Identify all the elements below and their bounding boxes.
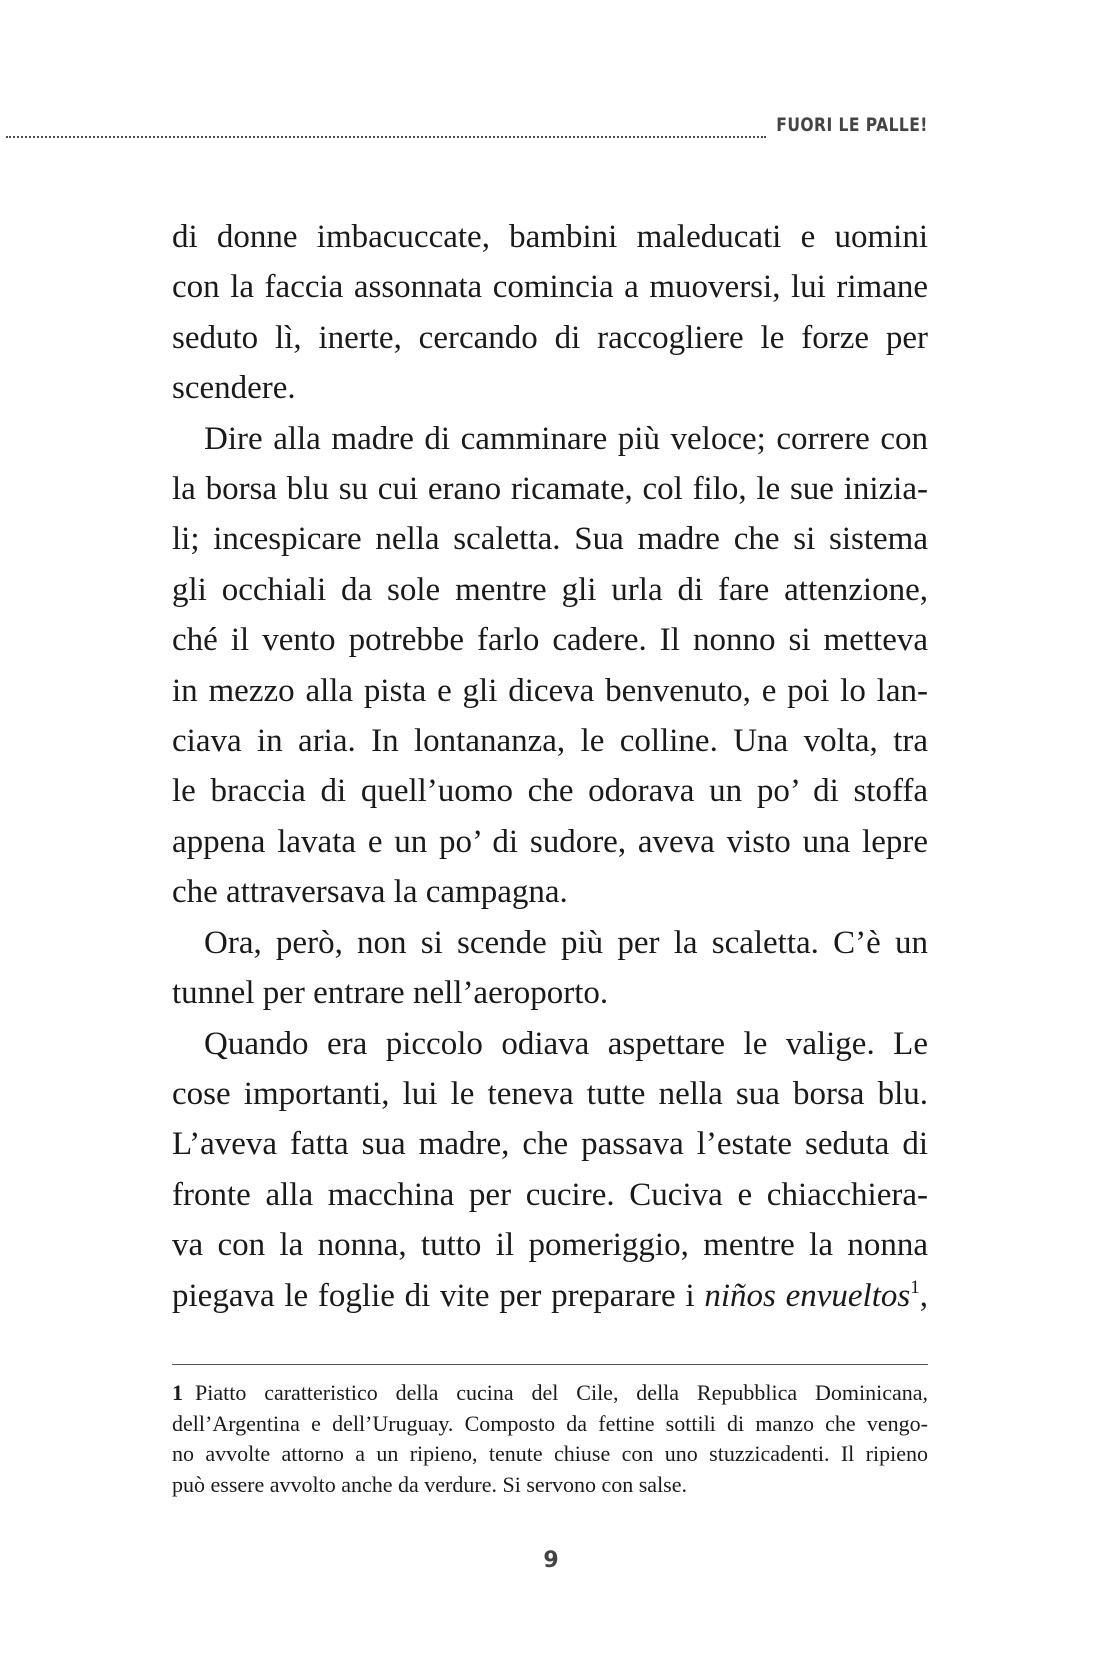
- footnote: [172, 1378, 928, 1500]
- text-line: li; incespicare nella scaletta. Sua madre che si sistema: [172, 521, 928, 558]
- running-header-title: FUORI LE PALLE!: [776, 114, 928, 136]
- text-line: tunnel per entrare nell’aeroporto.: [172, 975, 609, 1012]
- text-line: fronte alla macchina per cucire. Cuciva e chiacchiera-: [172, 1176, 928, 1213]
- paragraph-1: [172, 212, 928, 414]
- body-text: [172, 212, 928, 1321]
- paragraph-2: [172, 414, 928, 918]
- text-line: Quando era piccolo odiava aspettare le valige. Le: [204, 1025, 928, 1062]
- text-line: seduto lì, inerte, cercando di raccogliere le forze per: [172, 319, 928, 356]
- text-line: appena lavata e un po’ di sudore, aveva visto una lepre: [172, 823, 928, 860]
- footnote-reference[interactable]: 1: [910, 1276, 920, 1298]
- text-line: ché il vento potrebbe farlo cadere. Il nonno si metteva: [172, 622, 928, 659]
- footnote-number: 1: [172, 1380, 183, 1405]
- final-line-punctuation: ,: [919, 1277, 928, 1314]
- italic-term: niños envueltos: [704, 1277, 911, 1314]
- paragraph-3: [172, 918, 928, 1019]
- text-line: scendere.: [172, 370, 296, 407]
- text-line: va con la nonna, tutto il pomeriggio, mentre la nonna: [172, 1227, 928, 1264]
- text-line: in mezzo alla pista e gli diceva benvenuto, e poi lo lan-: [172, 672, 928, 709]
- paragraph-4: [172, 1019, 928, 1321]
- footnote-separator: [172, 1364, 928, 1365]
- text-line: Dire alla madre di camminare più veloce; correre con: [204, 420, 928, 457]
- text-line: gli occhiali da sole mentre gli urla di fare attenzione,: [172, 571, 928, 608]
- text-line: L’aveva fatta sua madre, che passava l’estate seduta di: [172, 1126, 928, 1163]
- footnote-line: [172, 1378, 928, 1409]
- footnote-line: può essere avvolto anche da verdure. Si servono con salse.: [172, 1471, 688, 1497]
- final-line-text: piegava le foglie di vite per preparare i: [172, 1277, 705, 1314]
- text-line: con la faccia assonnata comincia a muoversi, lui rimane: [172, 269, 928, 306]
- text-line: Ora, però, non si scende più per la scaletta. C’è un: [204, 924, 928, 961]
- text-line: cose importanti, lui le teneva tutte nella sua borsa blu.: [172, 1075, 928, 1112]
- running-header: [0, 114, 1102, 144]
- page-number: 9: [543, 1548, 559, 1573]
- footnote-line: dell’Argentina e dell’Uruguay. Composto da fettine sottili di manzo che vengo-: [172, 1410, 928, 1436]
- footnote-text: Piatto caratteristico della cucina del Cile, della Repubblica Dominicana,: [195, 1380, 928, 1405]
- text-line-final: [172, 1271, 928, 1321]
- text-line: le braccia di quell’uomo che odorava un po’ di stoffa: [172, 773, 928, 810]
- footnote-line: no avvolte attorno a un ripieno, tenute chiuse con uno stuzzicadenti. Il ripieno: [172, 1441, 928, 1466]
- header-dotted-leader: [6, 136, 766, 138]
- text-line: di donne imbacuccate, bambini maleducati e uomini: [172, 219, 928, 255]
- text-line: ciava in aria. In lontananza, le colline. Una volta, tra: [172, 723, 928, 760]
- text-line: che attraversava la campagna.: [172, 874, 568, 911]
- text-line: la borsa blu su cui erano ricamate, col filo, le sue inizia-: [172, 471, 928, 508]
